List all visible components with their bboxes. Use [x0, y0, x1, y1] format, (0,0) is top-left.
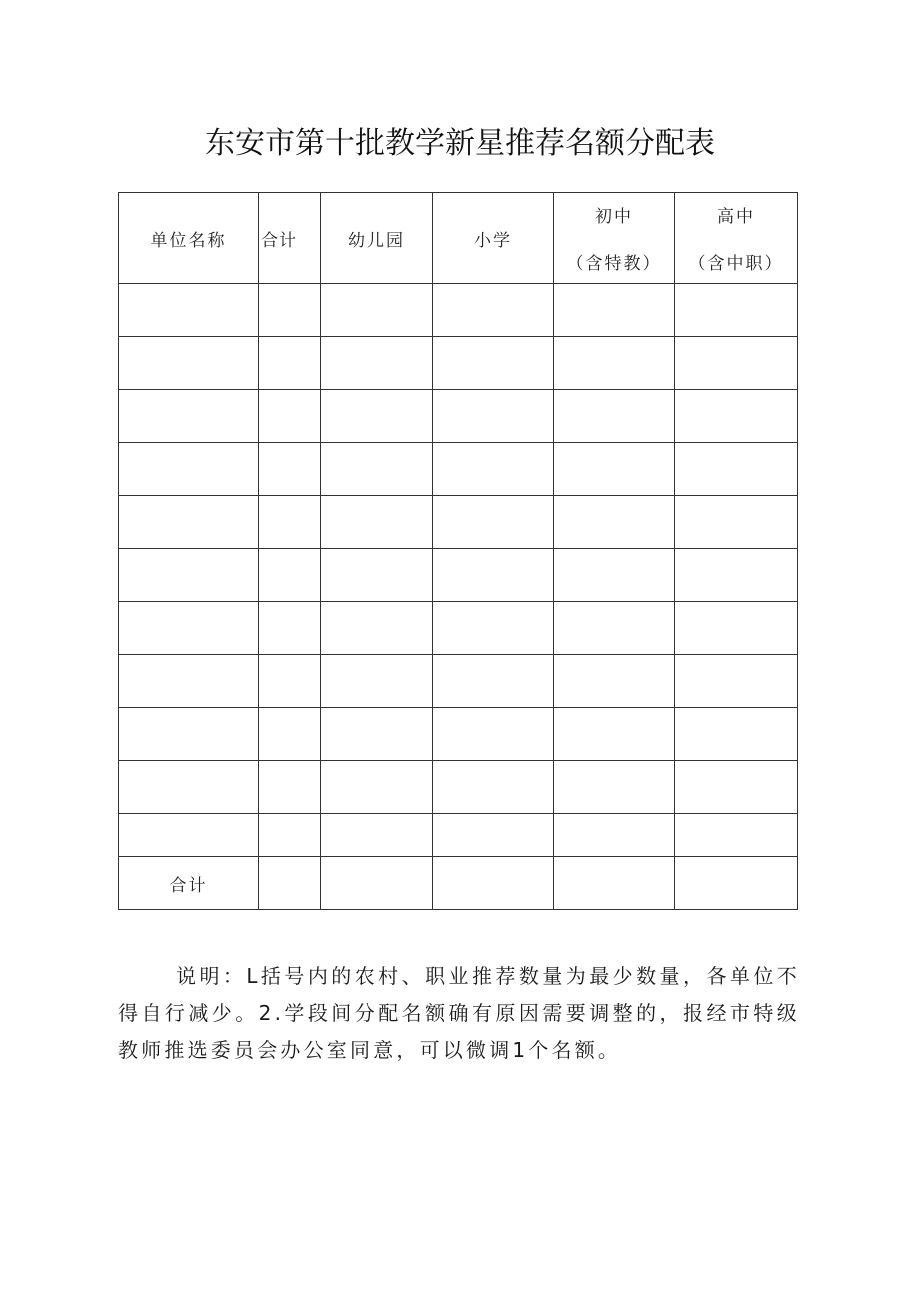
- table-cell: [433, 761, 554, 814]
- table-cell: [259, 284, 321, 337]
- table-cell: [259, 549, 321, 602]
- table-row: [119, 390, 798, 443]
- table-cell: [259, 443, 321, 496]
- table-cell: [119, 284, 259, 337]
- table-cell: [675, 390, 798, 443]
- table-cell: [259, 814, 321, 857]
- table-row: [119, 549, 798, 602]
- table-cell: [321, 655, 433, 708]
- table-cell: [554, 443, 675, 496]
- table-cell: [433, 337, 554, 390]
- table-row: [119, 814, 798, 857]
- table-cell: [119, 549, 259, 602]
- table-cell: [675, 655, 798, 708]
- table-cell: [433, 602, 554, 655]
- table-cell: [321, 496, 433, 549]
- explanation-note: 说明：L括号内的农村、职业推荐数量为最少数量，各单位不得自行减少。2.学段间分配名额确有原因需要调整的，报经市特级教师推选委员会办公室同意，可以微调1个名额。: [118, 964, 800, 1062]
- table-row: [119, 496, 798, 549]
- table-cell: [119, 443, 259, 496]
- table-cell: [554, 708, 675, 761]
- header-senior-high: [675, 193, 798, 284]
- table-cell: [675, 337, 798, 390]
- table-cell: [675, 284, 798, 337]
- table-cell: [321, 284, 433, 337]
- table-row: [119, 655, 798, 708]
- table-cell: [433, 814, 554, 857]
- table-cell: [433, 496, 554, 549]
- table-cell: [433, 443, 554, 496]
- table-cell: [554, 602, 675, 655]
- header-junior-high: [554, 193, 675, 284]
- table-cell: [433, 284, 554, 337]
- table-cell: [675, 761, 798, 814]
- table-cell: [554, 549, 675, 602]
- table-row: [119, 602, 798, 655]
- table-cell: [321, 857, 433, 910]
- table-total-row: [119, 857, 798, 910]
- table-cell: [119, 814, 259, 857]
- table-cell: [259, 496, 321, 549]
- table-cell: [675, 443, 798, 496]
- table-cell: [554, 857, 675, 910]
- table-cell: [675, 549, 798, 602]
- table-cell: [321, 814, 433, 857]
- table-cell: [321, 337, 433, 390]
- header-primary: 小学: [433, 193, 554, 284]
- table-cell: [321, 443, 433, 496]
- header-total: 合计: [259, 193, 321, 284]
- table-cell: [259, 390, 321, 443]
- table-row: [119, 337, 798, 390]
- table-cell: [321, 390, 433, 443]
- table-cell: [321, 708, 433, 761]
- table-cell: [321, 549, 433, 602]
- table-row: [119, 708, 798, 761]
- header-unit-name: 单位名称: [119, 193, 259, 284]
- table-cell: [119, 602, 259, 655]
- table-row: [119, 443, 798, 496]
- table-cell: [321, 761, 433, 814]
- total-row-label: 合计: [119, 857, 259, 910]
- table-cell: [675, 602, 798, 655]
- document-title: 东安市第十批教学新星推荐名额分配表: [205, 126, 715, 161]
- table-cell: [433, 857, 554, 910]
- table-body: [119, 284, 798, 910]
- table-cell: [119, 708, 259, 761]
- header-junior-high-note: （含特教）: [566, 254, 662, 274]
- table-cell: [554, 284, 675, 337]
- header-senior-high-note: （含中职）: [688, 254, 784, 274]
- table-cell: [554, 814, 675, 857]
- table-cell: [433, 655, 554, 708]
- table-cell: [433, 708, 554, 761]
- header-kindergarten: 幼儿园: [321, 193, 433, 284]
- table-cell: [675, 857, 798, 910]
- table-cell: [119, 337, 259, 390]
- table-cell: [119, 655, 259, 708]
- table-cell: [321, 602, 433, 655]
- table-cell: [259, 708, 321, 761]
- table-cell: [259, 857, 321, 910]
- quota-allocation-table: [118, 192, 798, 910]
- table-cell: [675, 496, 798, 549]
- table-cell: [119, 390, 259, 443]
- table-cell: [259, 337, 321, 390]
- table-cell: [554, 390, 675, 443]
- header-senior-high-label: 高中: [717, 207, 755, 227]
- table-cell: [675, 814, 798, 857]
- table-header-row: [119, 193, 798, 284]
- header-junior-high-label: 初中: [595, 207, 633, 227]
- table-cell: [259, 602, 321, 655]
- table-cell: [433, 390, 554, 443]
- table-cell: [119, 496, 259, 549]
- table-cell: [554, 761, 675, 814]
- table-cell: [259, 761, 321, 814]
- table-row: [119, 761, 798, 814]
- table-cell: [554, 655, 675, 708]
- table-cell: [119, 761, 259, 814]
- table-row: [119, 284, 798, 337]
- table-cell: [259, 655, 321, 708]
- table-cell: [433, 549, 554, 602]
- table-cell: [554, 496, 675, 549]
- table-cell: [554, 337, 675, 390]
- table-cell: [675, 708, 798, 761]
